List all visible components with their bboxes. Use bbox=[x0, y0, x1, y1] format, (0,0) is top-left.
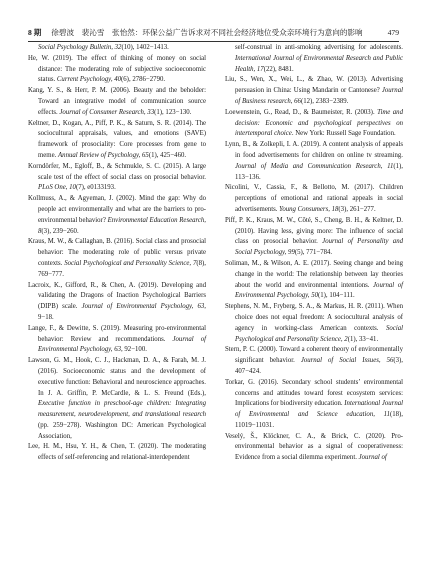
reference-pages: (22), 8481. bbox=[263, 65, 294, 73]
reference-source: Journal of Consumer Research, 33 bbox=[59, 108, 155, 116]
reference-pages: (pp. 259−278). Washington DC: American Psychological Association, bbox=[38, 421, 206, 440]
reference-entry bbox=[225, 43, 403, 75]
reference-text: Piff, P. K., Kraus, M. W., Côté, S., Cheng, B. H., & Keltner, D. (2010). Having less, giving more: The influence of social class on prosocial behavior. bbox=[225, 216, 403, 246]
reference-text: Kollmuss, A., & Agyeman, J. (2002). Mind the gap: Why do people act environmentally and what are the barriers to pro-environmental behavior? bbox=[28, 195, 206, 224]
reference-source: Current Psychology, 40 bbox=[56, 76, 122, 84]
reference-text: Liu, S., Wen, X., Wei, L., & Zhao, W. (2013). Advertising persuasion in China: Using Mandarin or Cantonese? bbox=[225, 76, 403, 95]
reference-source: Social Psychology Bulletin, 32 bbox=[38, 44, 122, 51]
reference-source: Journal of Environmental Psychology, 63 bbox=[38, 335, 206, 354]
reference-source: Young Consumers, 18 bbox=[279, 205, 339, 213]
reference-source: Journal of Social Issues, 56 bbox=[300, 357, 394, 365]
reference-source: Journal of Business research, 66 bbox=[235, 87, 403, 105]
issue-number: 8 期 bbox=[28, 28, 42, 37]
reference-source: Executive function in preschool-age children: Integrating measurement, neurodevelopment, and translational research bbox=[38, 400, 206, 419]
reference-source: Environmental Education Research, 8 bbox=[38, 216, 207, 235]
reference-source: International Journal of Environmental Research and Public Health, 17 bbox=[235, 54, 403, 73]
reference-text: Lawson, G. M., Hook, C. J., Hackman, D. A., & Farah, M. J. (2016). Socioeconomic status and the development of executive function: Behavioral and neuroscience approaches. In J. A. Griffin, P. McCardle, & L. S. Freund (Eds.), bbox=[28, 357, 206, 397]
reference-entry bbox=[28, 356, 206, 442]
reference-source: Journal of Media and Communication Research, 11 bbox=[235, 162, 394, 170]
reference-entry bbox=[225, 378, 403, 432]
reference-entry bbox=[28, 54, 206, 86]
reference-text: Kang, Y. S., & Herr, P. M. (2006). Beauty and the beholder: Toward an integrative model of communication source effects. bbox=[28, 87, 206, 116]
reference-entry bbox=[28, 324, 206, 356]
reference-entry bbox=[225, 345, 403, 377]
page-number: 479 bbox=[387, 28, 399, 37]
reference-pages: (1), 33−41. bbox=[347, 335, 379, 343]
reference-pages: (18), 11019−11031. bbox=[235, 411, 403, 429]
reference-pages: (10), 1402−1413. bbox=[121, 44, 169, 51]
reference-pages: (5), 771−784. bbox=[294, 249, 333, 257]
reference-text: Korndörfer, M., Egloff, B., & Schmukle, S. C. (2015). A large scale test of the effect of social class on prosocial behavior. bbox=[28, 162, 206, 181]
reference-pages: (8), 769−777. bbox=[38, 259, 206, 278]
reference-entry bbox=[225, 216, 403, 259]
reference-text: Veselý, Š., Klöckner, C. A., & Brick, C. (2020). Pro-environmental behavior as a signal of cooperativeness: Evidence from a social dilemma experiment. bbox=[225, 432, 403, 462]
reference-text: Keltner, D., Kogan, A., Piff, P. K., & Saturn, S. R. (2014). The sociocultural appraisals, values, and emotions (SAVE) framework of prosociality: Core processes from gene to meme. bbox=[28, 119, 206, 159]
reference-entry bbox=[28, 194, 206, 237]
reference-text: Lee, H. M., Hsu, Y. H., & Chen, T. (2020). The moderating effects of self-referencing and relational-interdependent bbox=[28, 443, 206, 462]
running-header-left bbox=[28, 27, 363, 39]
reference-source: Journal of Personality and Social Psychology, 99 bbox=[235, 238, 403, 257]
reference-entry bbox=[225, 302, 403, 345]
references-right-column bbox=[225, 43, 403, 464]
reference-pages: , 92−100. bbox=[121, 346, 147, 354]
reference-entry bbox=[28, 86, 206, 118]
reference-text: Loewenstein, G., Read, D., & Baumeister, R. (2003). bbox=[225, 108, 378, 116]
reference-source: PLoS One, 10 bbox=[38, 184, 76, 192]
reference-pages: (6), 2786−2790. bbox=[121, 76, 166, 84]
article-authors-title: 徐碧波 裴沁雪 张怡然：环保公益广告诉求对不同社会经济地位受众亲环境行为意向的影响 bbox=[51, 28, 363, 37]
references-left-column bbox=[28, 43, 206, 464]
reference-entry bbox=[28, 119, 206, 162]
reference-text: Lange, F., & Dewitte, S. (2019). Measuring pro-environmental behavior: Review and recommendations. bbox=[28, 324, 206, 343]
reference-text: Lynn, B., & Zolkepli, I. A. (2019). A content analysis of appeals in food advertisements for children on online tv streaming. bbox=[225, 141, 403, 159]
reference-text: Nicolini, V., Cassia, F., & Bellotto, M. (2017). Children perceptions of emotional and rational appeals in social advertisements. bbox=[225, 184, 403, 213]
reference-entry bbox=[28, 43, 206, 54]
reference-pages: (3), 407−424. bbox=[235, 357, 403, 375]
reference-source: Social Psychological and Personality Science, 7 bbox=[64, 259, 197, 267]
reference-source: Journal of Environmental Psychology, 63 bbox=[81, 303, 205, 311]
reference-pages: (1), 113−136. bbox=[235, 162, 403, 181]
reference-pages: (3), 239−260. bbox=[41, 227, 79, 235]
reference-pages: (12), 2383−2389. bbox=[300, 97, 349, 105]
reference-pages: (1), 123−130. bbox=[154, 108, 192, 116]
reference-entry bbox=[225, 259, 403, 302]
reference-pages: , 9−18. bbox=[38, 303, 206, 321]
reference-text: Stern, P. C. (2000). Toward a coherent theory of environmentally significant behavior. bbox=[225, 346, 403, 365]
reference-source: Journal of Environmental Psychology, 50 bbox=[235, 281, 403, 300]
reference-text: Soliman, M., & Wilson, A. E. (2017). Seeing change and being change in the world: The relationship between lay theories about the world and environmental intentions. bbox=[225, 259, 403, 289]
reference-entry bbox=[225, 140, 403, 183]
reference-entry bbox=[225, 75, 403, 107]
reference-text: Stephens, N. M., Fryberg, S. A., & Markus, H. R. (2011). When choice does not equal freedom: A sociocultural analysis of agency in working-class American contexts. bbox=[225, 303, 403, 332]
reference-source: Journal of bbox=[358, 454, 387, 462]
reference-pages: (3), 261−277. bbox=[338, 205, 376, 213]
reference-pages: (7), e0133193. bbox=[75, 184, 116, 192]
reference-text: self-construal in anti-smoking advertising for adolescents. bbox=[235, 44, 403, 51]
reference-entry bbox=[28, 442, 206, 464]
reference-text: Kraus, M. W., & Callaghan, B. (2016). Social class and prosocial behavior: The moderating role of public versus private contexts. bbox=[28, 238, 206, 267]
reference-source: Annual Review of Psychology, 65 bbox=[58, 151, 149, 159]
reference-text: Lacroix, K., Gifford, R., & Chen, A. (2019). Developing and validating the Dragons of Inaction Psychological Barriers (DIPB) scale. bbox=[28, 281, 206, 311]
header-rule bbox=[28, 41, 399, 42]
reference-text: He, W. (2019). The effect of thinking of money on social distance: The moderating role of subjective socioeconomic status. bbox=[28, 54, 206, 84]
reference-entry bbox=[28, 162, 206, 194]
reference-pages: (1), 425−460. bbox=[148, 151, 187, 159]
reference-source: Time and decision: Economic and psychological perspectives on intertemporal choice bbox=[235, 108, 403, 138]
reference-pages: . New York: Russell Sage Foundation. bbox=[291, 130, 396, 138]
reference-source: International Journal of Environmental and Science education, 11 bbox=[235, 400, 404, 419]
reference-entry bbox=[28, 237, 206, 280]
reference-text: Torkar, G. (2016). Secondary school students’ environmental concerns and attitudes toward forest ecosystem services: Implications for biodiversity education. bbox=[225, 378, 403, 408]
running-header bbox=[28, 27, 399, 39]
reference-source: Social Psychological and Personality Science, 2 bbox=[235, 324, 403, 343]
reference-entry bbox=[28, 281, 206, 324]
reference-pages: (1), 104−111. bbox=[318, 292, 355, 300]
reference-entry bbox=[225, 183, 403, 215]
reference-entry bbox=[225, 108, 403, 140]
reference-entry bbox=[225, 432, 403, 464]
